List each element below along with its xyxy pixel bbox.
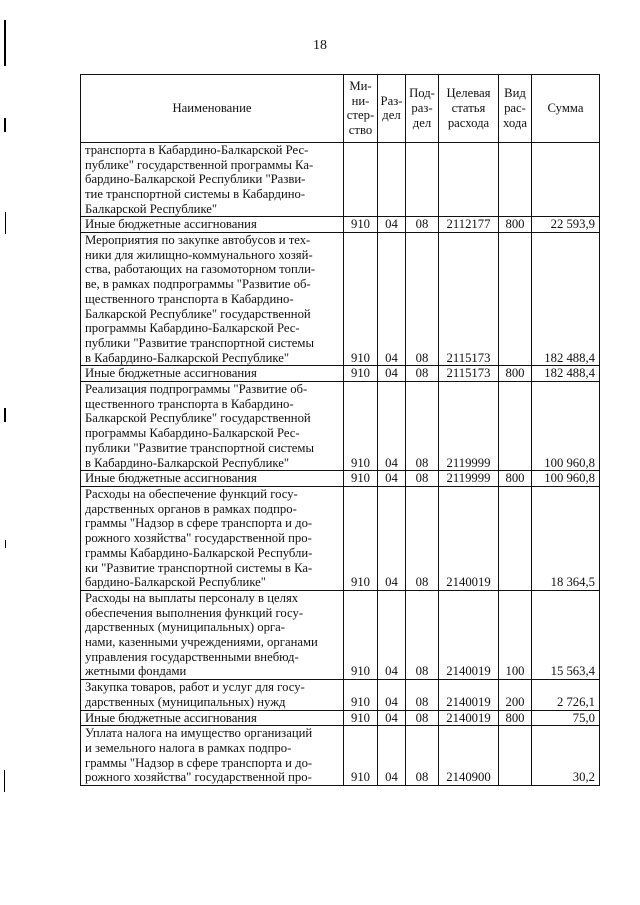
table-cell-ministry: 910 xyxy=(344,486,378,590)
table-cell-ministry: 910 xyxy=(344,726,378,786)
table-cell-expense-type: 200 xyxy=(499,680,532,710)
header-section: Раз- дел xyxy=(378,75,406,143)
table-cell-article: 2115173 xyxy=(439,233,499,366)
table-cell-amount: 182 488,4 xyxy=(532,366,600,382)
table-cell-article: 2119999 xyxy=(439,382,499,471)
table-cell-expense-type: 800 xyxy=(499,366,532,382)
table-cell-name: Иные бюджетные ассигнования xyxy=(81,710,344,726)
table-row xyxy=(81,726,600,786)
table-cell-amount: 100 960,8 xyxy=(532,471,600,487)
header-ministry: Ми- ни- стер- ство xyxy=(344,75,378,143)
table-cell-amount: 15 563,4 xyxy=(532,590,600,679)
table-cell-ministry: 910 xyxy=(344,233,378,366)
table-row xyxy=(81,710,600,726)
scan-mark-left-3 xyxy=(4,408,6,422)
table-cell-article: 2115173 xyxy=(439,366,499,382)
table-cell-name: Иные бюджетные ассигнования xyxy=(81,366,344,382)
table-cell-section: 04 xyxy=(378,382,406,471)
table-cell-section: 04 xyxy=(378,471,406,487)
table-cell-article: 2140019 xyxy=(439,710,499,726)
table-cell-expense-type xyxy=(499,382,532,471)
table-cell-amount: 2 726,1 xyxy=(532,680,600,710)
table-row xyxy=(81,471,600,487)
table-cell-amount: 182 488,4 xyxy=(532,233,600,366)
table-cell-expense-type: 100 xyxy=(499,590,532,679)
table-row xyxy=(81,382,600,471)
scan-mark-left-1 xyxy=(4,118,6,132)
table-cell-expense-type: 800 xyxy=(499,217,532,233)
table-cell-name: Закупка товаров, работ и услуг для госу- дарственных (муниципальных) нужд xyxy=(81,680,344,710)
table-cell-section: 04 xyxy=(378,680,406,710)
table-cell-subsection: 08 xyxy=(406,217,439,233)
table-cell-article: 2140019 xyxy=(439,590,499,679)
table-cell-subsection: 08 xyxy=(406,680,439,710)
table-cell-name: Расходы на обеспечение функций госу- дарственных органов в рамках подпро- граммы "Надзор в сфере транспорта и до- рожного хозяйства" государственной про- граммы Кабардино-Балкарской Республи- ки "Развитие транспортной системы в Ка- бардино-Балкарской Республике" xyxy=(81,486,344,590)
table-cell-section: 04 xyxy=(378,590,406,679)
table-cell-subsection: 08 xyxy=(406,726,439,786)
budget-table xyxy=(80,74,600,786)
header-subsection: Под- раз- дел xyxy=(406,75,439,143)
header-name: Наименование xyxy=(81,75,344,143)
table-cell-ministry: 910 xyxy=(344,710,378,726)
table-cell-ministry: 910 xyxy=(344,590,378,679)
table-cell-article: 2140019 xyxy=(439,680,499,710)
table-cell-section xyxy=(378,142,406,217)
table-row xyxy=(81,366,600,382)
table-cell-name: Иные бюджетные ассигнования xyxy=(81,471,344,487)
table-cell-ministry: 910 xyxy=(344,382,378,471)
table-cell-amount: 30,2 xyxy=(532,726,600,786)
table-cell-expense-type xyxy=(499,726,532,786)
table-cell-expense-type xyxy=(499,142,532,217)
table-cell-article: 2140900 xyxy=(439,726,499,786)
table-row xyxy=(81,233,600,366)
table-cell-subsection: 08 xyxy=(406,710,439,726)
table-cell-subsection: 08 xyxy=(406,471,439,487)
table-cell-section: 04 xyxy=(378,726,406,786)
table-row xyxy=(81,590,600,679)
table-row xyxy=(81,680,600,710)
table-cell-ministry: 910 xyxy=(344,217,378,233)
table-cell-article: 2140019 xyxy=(439,486,499,590)
header-amount: Сумма xyxy=(532,75,600,143)
table-cell-amount: 75,0 xyxy=(532,710,600,726)
table-cell-subsection: 08 xyxy=(406,486,439,590)
table-cell-amount: 22 593,9 xyxy=(532,217,600,233)
table-cell-name: транспорта в Кабардино-Балкарской Рес- публике" государственной программы Ка- бардино-Балкарской Республики "Разви- тие транспортной системы в Кабардино- Балкарской Республике" xyxy=(81,142,344,217)
table-cell-name: Уплата налога на имущество организаций и земельного налога в рамках подпро- граммы "Надзор в сфере транспорта и до- рожного хозяйства" государственной про- xyxy=(81,726,344,786)
table-cell-ministry xyxy=(344,142,378,217)
table-cell-subsection: 08 xyxy=(406,366,439,382)
table-row xyxy=(81,486,600,590)
scan-mark-left-5 xyxy=(4,770,5,792)
table-cell-subsection: 08 xyxy=(406,382,439,471)
table-cell-name: Мероприятия по закупке автобусов и тех- ники для жилищно-коммунального хозяй- ства, работающих на газомоторном топли- ве, в рамках подпрограммы "Развитие об- щественного транспорта в Кабардино- Балкарской Республике" государственной программы Кабардино-Балкарской Рес- публики "Развитие транспортной системы в Кабардино-Балкарской Республике" xyxy=(81,233,344,366)
table-cell-section: 04 xyxy=(378,486,406,590)
page-number: 18 xyxy=(313,38,327,53)
table-row xyxy=(81,142,600,217)
table-cell-amount: 18 364,5 xyxy=(532,486,600,590)
table-cell-article xyxy=(439,142,499,217)
table-cell-expense-type: 800 xyxy=(499,710,532,726)
table-cell-expense-type xyxy=(499,486,532,590)
table-cell-section: 04 xyxy=(378,710,406,726)
table-cell-article: 2112177 xyxy=(439,217,499,233)
table-cell-amount: 100 960,8 xyxy=(532,382,600,471)
table-cell-ministry: 910 xyxy=(344,366,378,382)
table-cell-section: 04 xyxy=(378,366,406,382)
table-cell-section: 04 xyxy=(378,233,406,366)
table-cell-subsection xyxy=(406,142,439,217)
scan-mark-left-2 xyxy=(5,212,6,234)
table-row xyxy=(81,217,600,233)
table-cell-article: 2119999 xyxy=(439,471,499,487)
table-cell-section: 04 xyxy=(378,217,406,233)
table-cell-name: Иные бюджетные ассигнования xyxy=(81,217,344,233)
header-article: Целевая статья расхода xyxy=(439,75,499,143)
table-cell-subsection: 08 xyxy=(406,233,439,366)
table-cell-ministry: 910 xyxy=(344,680,378,710)
header-row xyxy=(81,75,600,143)
table-cell-name: Реализация подпрограммы "Развитие об- щественного транспорта в Кабардино- Балкарской Республике" государственной программы Кабардино-Балкарской Рес- публики "Развитие транспортной системы в Кабардино-Балкарской Республике" xyxy=(81,382,344,471)
table-cell-ministry: 910 xyxy=(344,471,378,487)
table-cell-amount xyxy=(532,142,600,217)
table-cell-expense-type xyxy=(499,233,532,366)
table-cell-name: Расходы на выплаты персоналу в целях обеспечения выполнения функций госу- дарственных (муниципальных) орга- нами, казенными учреждениями, органами управления государственными внебюд- жетными фондами xyxy=(81,590,344,679)
table-cell-subsection: 08 xyxy=(406,590,439,679)
header-expense-type: Вид рас- хода xyxy=(499,75,532,143)
scan-mark-left-4 xyxy=(5,540,6,548)
table-cell-expense-type: 800 xyxy=(499,471,532,487)
